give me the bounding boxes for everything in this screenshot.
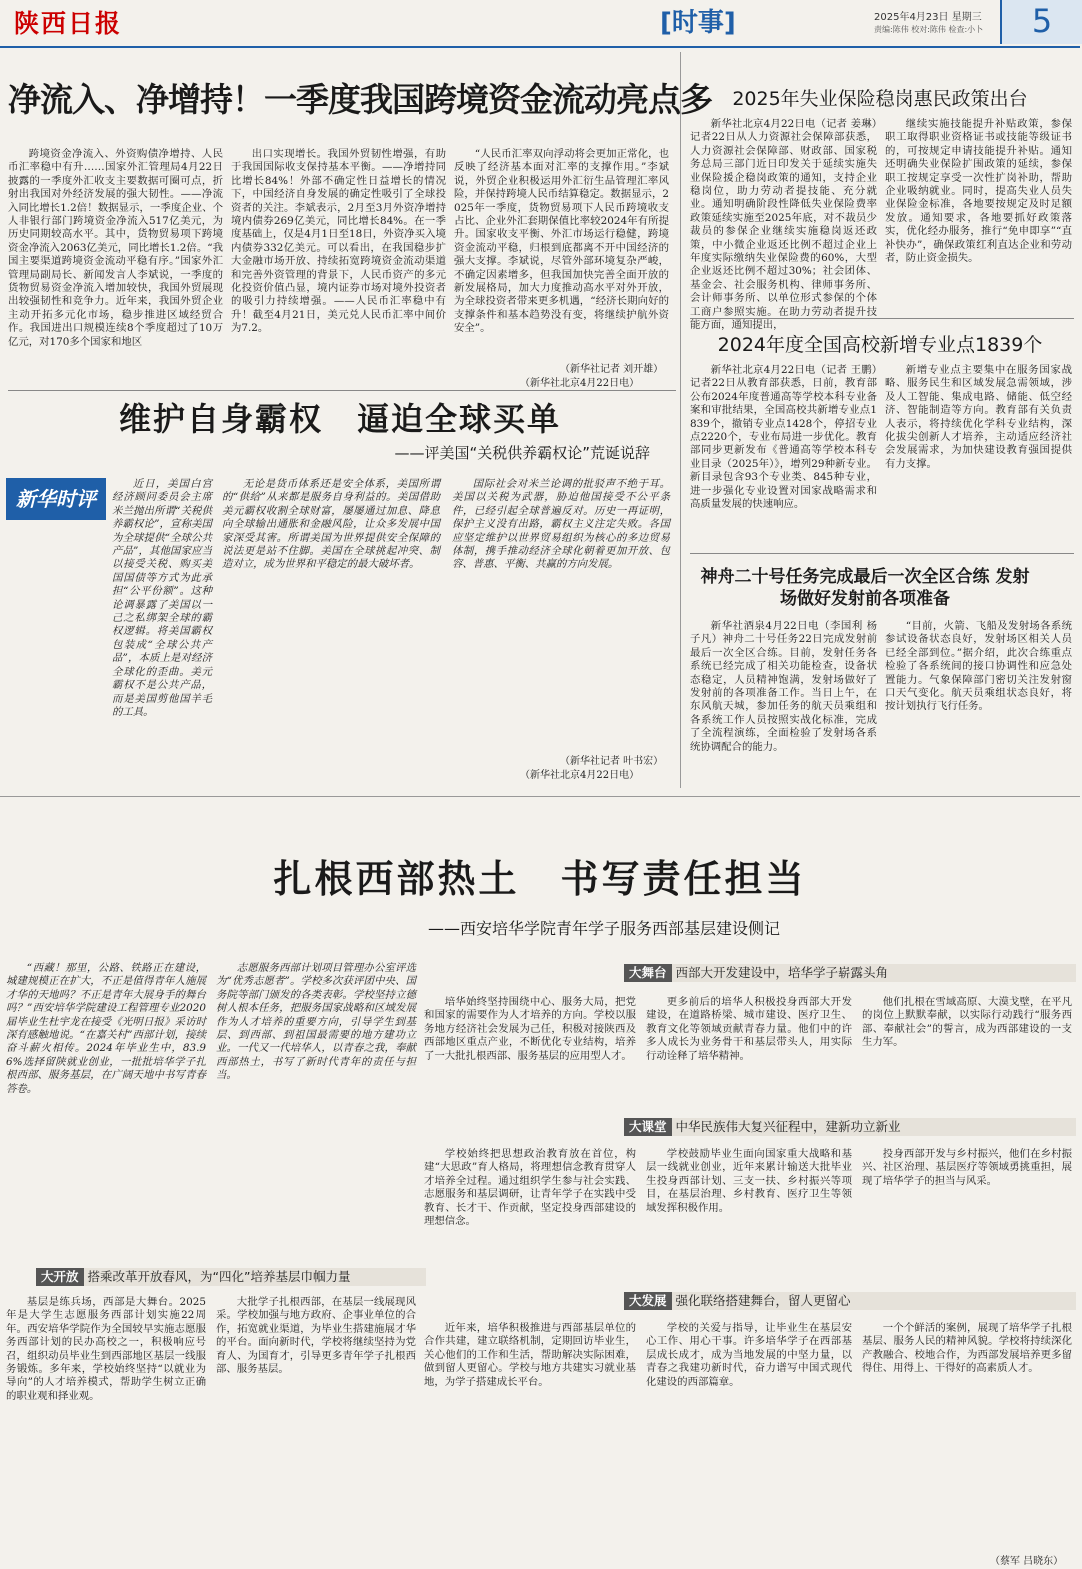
a4-byline: （新华社记者 叶书宏） <box>560 756 664 767</box>
a4-column-1: 近日，美国白宫经济顾问委员会主席米兰抛出所谓“关税供养霸权论”，宣称美国为全球提供“全球公共产品”，其他国家应当以接受关税、购买美国国债等方式为此承担“公平份额”。这种论调暴露了美国以一己之私绑架全球的霸权逻辑。将美国霸权包装成“全球公共产品”，本质上是对经济全球化的歪曲。美元霸权不是公共产品，而是美国剪他国羊毛的工具。 <box>112 478 212 718</box>
a6-subheadline: ——西安培华学院青年学子服务西部基层建设侧记 <box>427 919 780 938</box>
a6-col-p7: 基层是练兵场，西部是大舞台。2025年是大学生志愿服务西部计划实施22周年。西安培华学院作为全国较早实施志愿服务西部计划的民办高校之一，积极响应号召，组织动员毕业生到西部地区基层一线服务锻炼。多年来，学校始终坚持“以就业为导向”的人才培养模式，帮助学生树立正确的职业观和择业观。 <box>6 1296 206 1402</box>
a6-col-p6: 投身西部开发与乡村振兴，他们在乡村振兴、社区治理、基层医疗等领域勇挑重担，展现了培华学子的担当与风采。 <box>862 1148 1072 1187</box>
a6-section-3-tag: 大开放 <box>36 1268 84 1286</box>
a3-bottom-rule <box>690 553 1074 554</box>
bracket-right-icon: ] <box>723 8 736 38</box>
a2-column-1: 新华社北京4月22日电（记者 姜琳）记者22日从人力资源社会保障部获悉，人力资源社会保障部、财政部、国家税务总局三部门近日印发关于延续实施失业保险援企稳岗政策的通知，支持企业稳岗位，助力劳动者提技能、充分就业。通知明确阶段性降低失业保险费率政策延续实施至2025年底，对不裁员少裁员的参保企业继续实施稳岗返还政策，中小微企业返还比例不超过企业上年度实际缴纳失业保险费的60%，大型企业返还比例不超过30%；社会团体、基金会、社会服务机构、律师事务所、会计师事务所、以单位形式参保的个体工商户参照实施。在助力劳动者提升技能方面，通知提出， <box>690 118 877 332</box>
a1-bottom-rule <box>8 390 676 391</box>
a6-section-4-bar <box>624 1292 1076 1310</box>
masthead-logo: 陕西日报 <box>14 9 123 38</box>
a1-headline: 净流入、净增持！一季度我国跨境资金流动亮点多 <box>8 80 712 119</box>
a6-intro-column-2: 志愿服务西部计划项目管理办公室评选为“优秀志愿者”。学校多次获评团中央、国务院等部门颁发的各类表彰。学校坚持立德树人根本任务，把服务国家战略和区域发展作为人才培养的重要方向，引导学生到基层、到西部、到祖国最需要的地方建功立业。一代又一代培华人，以青春之我，奉献西部热土，书写了新时代青年的责任与担当。 <box>216 962 416 1082</box>
a6-section-3-bar <box>36 1268 426 1286</box>
a2-bottom-rule <box>690 318 1074 319</box>
section-name: 时事 <box>671 8 724 38</box>
a6-intro-column-1: “西藏！那里，公路、铁路正在建设，城建规模正在扩大，不正是值得青年人施展才华的天地吗？不正是青年大展身手的舞台吗？”西安培华学院建设工程管理专业2020届毕业生杜宇龙在接受《光明日报》采访时深有感触地说。“在嘉关村”西部计划，接续奋斗薪火相传。2024年毕业生中，83.96%选择留陕就业创业，一批批培华学子扎根西部、服务基层，在广阔天地中书写青春答卷。 <box>6 962 206 1095</box>
a3-headline: 2024年度全国高校新增专业点1839个 <box>717 334 1043 356</box>
a6-col-p5: 学校鼓励毕业生面向国家重大战略和基层一线就业创业，近年来累计输送大批毕业生投身西部计划、三支一扶、乡村振兴等项目，在基层治理、乡村教育、医疗卫生等领域发挥积极作用。 <box>646 1148 852 1214</box>
a4-badge <box>6 478 106 520</box>
a6-section-4-tag: 大发展 <box>624 1292 672 1310</box>
a3-column-2: 新增专业点主要集中在服务国家战略、服务民生和区域发展急需领域，涉及人工智能、集成电路、储能、低空经济、智能制造等方向。教育部有关负责人表示，将持续优化学科专业结构，深化拔尖创新人才培养，主动适应经济社会发展需求，为加快建设教育强国提供有力支撑。 <box>885 364 1072 470</box>
a1-dateline: （新华社北京4月22日电） <box>520 378 640 389</box>
a2-headline: 2025年失业保险稳岗惠民政策出台 <box>732 88 1028 110</box>
masthead-editors: 责编:陈伟 校对:陈伟 检查:小卜 <box>874 25 984 34</box>
a6-col-p11: 一个个鲜活的案例，展现了培华学子扎根基层、服务人民的精神风貌。学校将持续深化产教融合、校地合作，为西部发展培养更多留得住、用得上、干得好的高素质人才。 <box>862 1322 1072 1375</box>
a4-dateline: （新华社北京4月22日电） <box>520 770 640 781</box>
page-number-box <box>1000 0 1082 44</box>
divider-vertical-top <box>680 52 681 788</box>
masthead-date: 2025年4月23日 星期三 <box>874 12 982 23</box>
bracket-left-icon: [ <box>660 8 672 38</box>
a6-section-1-title: 西部大开发建设中，培华学子崭露头角 <box>675 965 889 980</box>
a6-section-4-title: 强化联络搭建舞台，留人更留心 <box>675 1293 851 1308</box>
a4-column-3: 国际社会对米兰论调的批驳声不绝于耳。美国以关税为武器，胁迫他国接受不公平条件，已经引起全球普遍反对。历史一再证明，保护主义没有出路，霸权主义注定失败。各国应坚定维护以世界贸易组织为核心的多边贸易体制，携手推动经济全球化朝着更加开放、包容、普惠、平衡、共赢的方向发展。 <box>452 478 670 571</box>
a6-section-2-bar <box>624 1118 1076 1136</box>
a6-col-p8: 大批学子扎根西部，在基层一线展现风采。学校加强与地方政府、企事业单位的合作，拓宽就业渠道，为毕业生搭建施展才华的平台。面向新时代，学校将继续坚持为党育人、为国育才，引导更多青年学子扎根西部、服务基层。 <box>216 1296 416 1376</box>
a6-col-p1: 培华始终坚持围绕中心、服务大局，把党和国家的需要作为人才培养的方向。学校以服务地方经济社会发展为己任，积极对接陕西及西部地区重点产业，不断优化专业结构，培养了一大批扎根西部、服务基层的应用型人才。 <box>424 996 636 1062</box>
a4-badge-text: 新华时评 <box>16 487 96 511</box>
page-number: 5 <box>1031 2 1053 40</box>
masthead-section-label <box>660 2 790 36</box>
a6-signoff: （蔡军 吕晓东） <box>990 1556 1064 1567</box>
a6-section-1-tag: 大舞台 <box>624 964 672 982</box>
a6-col-p9: 近年来，培华积极推进与西部基层单位的合作共建，建立联络机制，定期回访毕业生，关心他们的工作和生活，帮助解决实际困难，做到留人更留心。学校与地方共建实习就业基地，为学子搭建成长平台。 <box>424 1322 636 1388</box>
a6-col-p3: 他们扎根在雪域高原、大漠戈壁，在平凡的岗位上默默奉献，以实际行动践行“服务西部、奉献社会”的誓言，成为西部建设的一支生力军。 <box>862 996 1072 1049</box>
a4-headline: 维护自身霸权 逼迫全球买单 <box>118 400 561 438</box>
a6-section-1-bar <box>624 964 1076 982</box>
a6-col-p2: 更多前后的培华人积极投身西部大开发建设，在道路桥梁、城市建设、医疗卫生、教育文化等领域贡献青春力量。他们中的许多人成长为业务骨干和基层带头人，用实际行动诠释了培华精神。 <box>646 996 852 1062</box>
masthead-rule <box>0 46 1080 48</box>
a6-col-p4: 学校始终把思想政治教育放在首位，构建“大思政”育人格局，将理想信念教育贯穿人才培养全过程。通过组织学生参与社会实践、志愿服务和基层调研，让青年学子在实践中受教育、长才干、作贡献，坚定投身西部建设的理想信念。 <box>424 1148 636 1228</box>
a3-column-1: 新华社北京4月22日电（记者 王鹏）记者22日从教育部获悉，日前，教育部公布2024年度普通高等学校本科专业备案和审批结果，全国高校共新增专业点1839个，撤销专业点1428个，停招专业点2220个，专业布局进一步优化。教育部同步更新发布《普通高等学校本科专业目录（2025年）》，增列29种新专业。新目录包含93个专业类、845种专业，进一步强化专业设置对国家战略需求和高质量发展的快速响应。 <box>690 364 877 511</box>
a1-column-2: 出口实现增长。我国外贸韧性增强，有助于我国国际收支保持基本平衡。——净增持同比增长84%！外部不确定性日益增长的情况下，中国经济自身发展的确定性吸引了全球投资者的关注。李斌表示，2月至3月外资净增持境内债券269亿美元，同比增长84%。在一季度基础上，仅是4月1日至18日，外资净买入境内债券332亿美元。可以看出，在我国稳步扩大金融市场开放、持续拓宽跨境资金流动渠道和完善外资管理的背景下，人民币资产的多元化投资价值凸显，境内证券市场对境外投资者的吸引力持续增强。——人民币汇率稳中有升！截至4月21日，美元兑人民币汇率中间价为7.2。 <box>231 148 446 335</box>
a1-column-3: “人民币汇率双向浮动将会更加正常化，也反映了经济基本面对汇率的支撑作用。”李斌说，外贸企业积极运用外汇衍生品管理汇率风险，并保持跨境人民币结算稳定。数据显示，2025年一季度，货物贸易项下人民币跨境收支占比、企业外汇套期保值比率较2024年有所提升。国家收支平衡、外汇市场运行稳健，跨境资金流动平稳，归根到底都离不开中国经济的强大支撑。李斌说，尽管外部环境复杂严峻，不确定因素增多，但我国加快完善全面开放的新发展格局，加大力度推动高水平对外开放，为全球投资者带来更多机遇，“经济长期向好的支撑条件和基本趋势没有变，将继续护航外资安全”。 <box>454 148 669 335</box>
a5-column-2: “目前，火箭、飞船及发射场各系统参试设备状态良好，发射场区相关人员已经全部到位。”据介绍，此次合练重点检验了各系统间的接口协调性和应急处置能力。气象保障部门密切关注发射窗口天气变化。航天员乘组状态良好，将按计划执行飞行任务。 <box>885 620 1072 713</box>
a4-column-1b <box>6 532 212 788</box>
a1-column-1: 跨境资金净流入、外资购债净增持、人民币汇率稳中有升……国家外汇管理局4月22日披露的一季度外汇收支主要数据可圈可点，折射出我国对外经济发展的强大韧性。——净流入同比增长1.2倍！数据显示，一季度企业、个人非银行部门跨境资金净流入517亿美元，为历史同期较高水平。其中，货物贸易项下跨境资金净流入2063亿美元，同比增长1.2倍。“我国主要渠道跨境资金流动平稳有序。”国家外汇管理局副局长、新闻发言人李斌说，一季度的货物贸易资金净流入增加较快，我国外贸展现出较强韧性和竞争力。近年来，我国外贸企业主动开拓多元化市场，稳步推进区域经贸合作。我国进出口规模连续8个季度超过了10万亿元，对170多个国家和地区 <box>8 148 223 348</box>
a2-column-2: 继续实施技能提升补贴政策，参保职工取得职业资格证书或技能等级证书的，可按规定申请技能提升补贴。通知还明确失业保险扩围政策的延续，参保职工按规定享受一次性扩岗补助，帮助企业吸纳就业。同时，提高失业人员失业保险金标准，各地要按规定及时足额发放。通知要求，各地要抓好政策落实，优化经办服务，推行“免申即享”“直补快办”，确保政策红利直达企业和劳动者，防止资金损失。 <box>885 118 1072 265</box>
a4-column-2: 无论是货币体系还是安全体系，美国所谓的“供给”从来都是服务自身利益的。美国借助美元霸权收割全球财富，屡屡通过加息、降息向全球输出通胀和金融风险，让众多发展中国家深受其害。所谓美国为世界提供安全保障的说法更是站不住脚。美国在全球挑起冲突、制造对立，成为世界和平稳定的最大破坏者。 <box>222 478 440 571</box>
a5-column-1: 新华社酒泉4月22日电（李国利 杨子凡）神舟二十号任务22日完成发射前最后一次全区合练。目前，发射任务各系统已经完成了相关功能检查，设备状态稳定，人员精神饱满，发射场做好了发射前的各项准备工作。当日上午，在东风航天城，参加任务的航天员乘组和各系统工作人员按照实战化标准，完成了全流程演练，全面检验了发射场各系统协调配合的能力。 <box>690 620 877 753</box>
a6-section-3-title: 搭乘改革开放春风，为“四化”培养基层巾帼力量 <box>87 1269 351 1284</box>
a6-section-2-title: 中华民族伟大复兴征程中，建新功立新业 <box>675 1119 901 1134</box>
a5-headline: 神舟二十号任务完成最后一次全区合练 发射场做好发射前各项准备 <box>700 567 1030 609</box>
a6-section-2-tag: 大课堂 <box>624 1118 672 1136</box>
a6-col-p10: 学校的关爱与指导，让毕业生在基层安心工作、用心干事。许多培华学子在西部基层成长成才，成为当地发展的中坚力量，以青春之我建功新时代，奋力谱写中国式现代化建设的西部篇章。 <box>646 1322 852 1388</box>
a1-byline: （新华社记者 刘开雄） <box>560 364 664 375</box>
a4-subheadline: ——评美国“关税供养霸权论”荒诞说辞 <box>394 444 650 462</box>
mid-page-rule <box>0 796 1080 797</box>
a6-headline: 扎根西部热土 书写责任担当 <box>273 857 807 901</box>
